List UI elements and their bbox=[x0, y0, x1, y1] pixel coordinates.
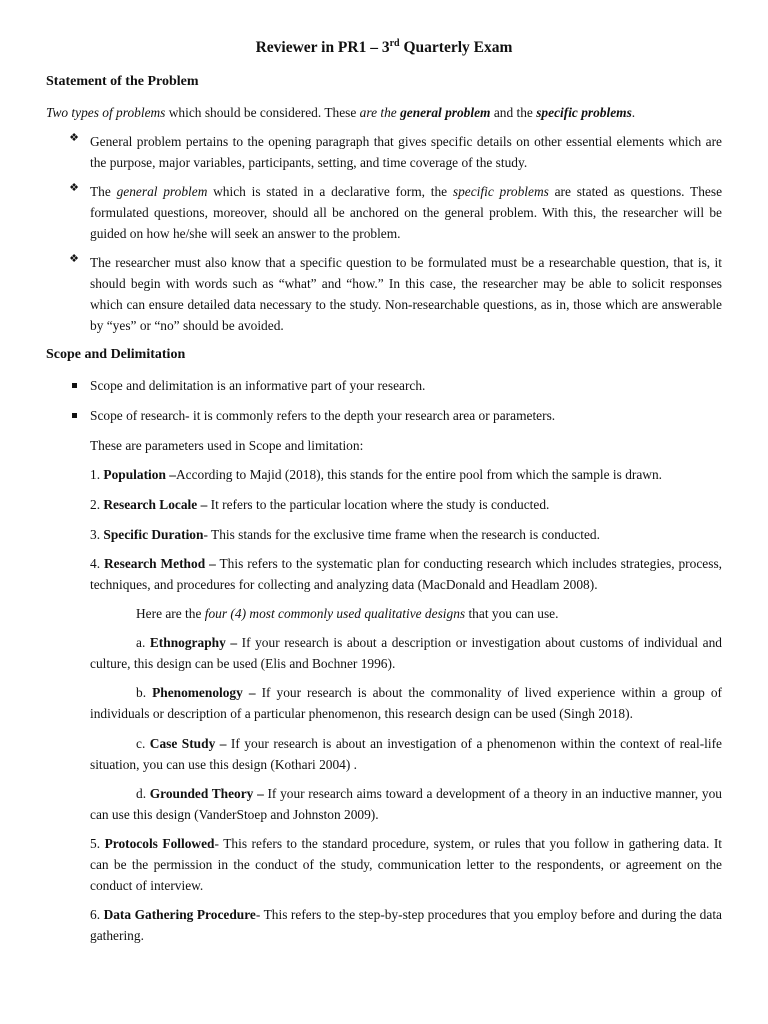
parameter-item: 1. Population –According to Majid (2018), this stands for the entire pool from which the sample is drawn. bbox=[90, 467, 663, 482]
parameter-item: 6. Data Gathering Procedure- This refers to the step-by-step procedures that you employ before and during the data gathering. bbox=[90, 907, 722, 943]
parameter-item: 4. Research Method – This refers to the systematic plan for conducting research which includes strategies, process, techniques, and procedures for collecting and analyzing data (MacDonald and Headlam 2008). bbox=[90, 556, 722, 592]
document-page: Reviewer in PR1 – 3rd Quarterly Exam Statement of the Problem Two types of problems which should be considered. These are the general problem and the specific problems. ❖ General problem pertains to the opening paragraph that gives specific details on other essential elements which are the purpose, major variables, participants, setting, and time coverage of the study. ❖ The general problem which is stated in a declarative form, the specific problems are stated as questions. These formulated questions, moreover, should all be anchored on the general problem. With this, the researcher will be guided on how he/she will seek an answer to the problem. ❖ The researcher must also know that a specific question to be formulated must be a researchable question, that is, it should begin with words such as “what” and “how.” In this case, the researcher may be able to solicit responses which can ensure detailed data necessary to the study. Non-researchable questions, as in, those which are answerable by “yes” or “no” should be avoided. Scope and Delimitation Scope and delimitation is an informative part of your research. Scope of research- it is commonly refers to the depth your research area or parameters. These are parameters used in Scope and limitation: 1. Population –According to Majid (2018), this stands for the entire pool from which the sample is drawn. 2. Research Locale – It refers to the particular location where the study is conducted. 3. Specific Duration- This stands for the exclusive time frame when the research is conducted. 4. Research Method – This refers to the systematic plan for conducting research which includes strategies, process, techniques, and procedures for collecting and analyzing data (MacDonald and Headlam 2008). Here are the four (4) most commonly used qualitative designs that you can use. a. Ethnography – If your research is about a description or investigation about customs of individual and culture, this design can be used (Elis and Bochner 1996). b. Phenomenology – If your research is about the commonality of lived experience within a group of individuals or description of a particular phenomenon, this research design can be used (Singh 2018). c. Case Study – If your research is about an investigation of a phenomenon within the context of real-life situation, you can use this design (Kothari 2004) . d. Grounded Theory – If your research aims toward a development of a theory in an inductive manner, you can use this design (VanderStoep and Johnston 2009). 5. Protocols Followed- This refers to the standard procedure, system, or rules that you follow in gathering data. It can be the permission in the conduct of the study, communication letter to the respondents, or agreement on the conduct of interview. 6. Data Gathering Procedure- This refers to the step-by-step procedures that you employ before and during the data gathering. bbox=[0, 0, 768, 1024]
diamond-bullet-icon: ❖ bbox=[69, 182, 79, 194]
designs-intro: Here are the four (4) most commonly used qualitative designs that you can use. bbox=[136, 606, 559, 621]
parameter-item: 3. Specific Duration- This stands for the exclusive time frame when the research is conducted. bbox=[90, 527, 600, 542]
square-bullet-icon bbox=[67, 405, 81, 422]
design-item: c. Case Study – If your research is about an investigation of a phenomenon within the context of real-life situation, you can use this design (Kothari 2004) . bbox=[90, 736, 722, 772]
square-bullet-icon bbox=[67, 375, 81, 392]
design-item: a. Ethnography – If your research is about a description or investigation about customs of individual and culture, this design can be used (Elis and Bochner 1996). bbox=[90, 635, 722, 671]
parameter-item: 2. Research Locale – It refers to the particular location where the study is conducted. bbox=[90, 497, 550, 512]
diamond-bullet-icon: ❖ bbox=[69, 253, 79, 265]
sop-intro: Two types of problems which should be considered. These are the general problem and the specific problems. bbox=[46, 105, 636, 120]
diamond-bullet-icon: ❖ bbox=[69, 132, 79, 144]
section-heading-scope: Scope and Delimitation bbox=[46, 347, 186, 362]
design-item: b. Phenomenology – If your research is about the commonality of lived experience within a group of individuals or description of a particular phenomenon, this research design can be used (Singh 2018). bbox=[90, 685, 723, 721]
params-intro: These are parameters used in Scope and limitation: bbox=[90, 438, 364, 453]
parameter-item: 5. Protocols Followed- This refers to the standard procedure, system, or rules that you follow in gathering data. It can be the permission in the conduct of the study, communication letter to the respondents, or agreement on the conduct of interview. bbox=[90, 836, 723, 893]
document-title: Reviewer in PR1 – 3rd Quarterly Exam bbox=[255, 38, 513, 57]
design-item: d. Grounded Theory – If your research aims toward a development of a theory in an inductive manner, you can use this design (VanderStoep and Johnston 2009). bbox=[90, 786, 722, 822]
section-heading-sop: Statement of the Problem bbox=[46, 74, 199, 89]
